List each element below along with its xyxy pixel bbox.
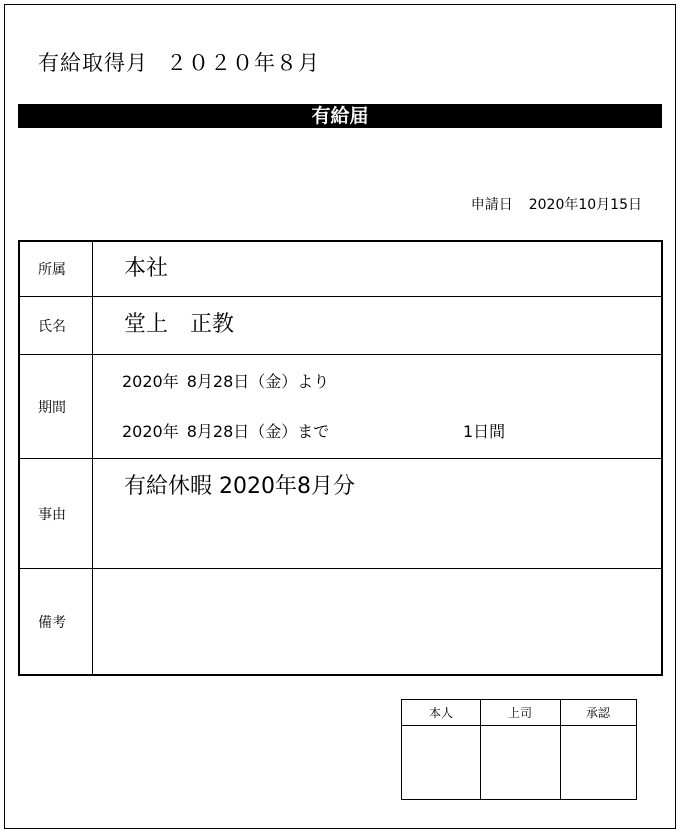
stamp-header-supervisor: 上司	[480, 700, 560, 726]
leave-month-label: 有給取得月	[38, 51, 148, 75]
row-remarks	[20, 569, 661, 674]
period-days: 1日間	[463, 422, 506, 441]
approval-stamp-table	[401, 699, 637, 800]
period-from-date: 8月28日（金）より	[186, 372, 330, 391]
period-label: 期間	[20, 355, 93, 458]
reason-label: 事由	[20, 459, 93, 568]
form-title: 有給届	[18, 104, 662, 128]
row-name	[20, 297, 661, 355]
leave-month-value: ２０２０年８月	[166, 51, 320, 75]
reason-value: 有給休暇 2020年8月分	[124, 474, 355, 499]
row-period	[20, 355, 661, 459]
stamp-header-self: 本人	[402, 700, 480, 726]
name-field[interactable]	[93, 297, 661, 354]
stamp-header-approval: 承認	[560, 700, 636, 726]
stamp-box-supervisor[interactable]	[480, 726, 560, 799]
leave-form-table	[18, 240, 663, 676]
application-date-value: 2020年10月15日	[528, 197, 642, 213]
name-value: 堂上 正教	[124, 312, 235, 337]
period-to-year: 2020年	[122, 422, 179, 441]
stamp-divider	[480, 700, 481, 799]
remarks-label: 備考	[20, 569, 93, 674]
remarks-field[interactable]	[93, 569, 661, 674]
affiliation-field[interactable]	[93, 242, 661, 296]
period-to	[122, 421, 329, 443]
leave-month-line	[38, 50, 320, 76]
name-label: 氏名	[20, 297, 93, 354]
stamp-box-self[interactable]	[402, 726, 480, 799]
stamp-box-approval[interactable]	[560, 726, 636, 799]
reason-field[interactable]	[93, 459, 661, 568]
stamp-divider	[560, 700, 561, 799]
period-to-date: 8月28日（金）まで	[186, 422, 330, 441]
affiliation-value: 本社	[124, 256, 169, 281]
period-from	[122, 371, 329, 393]
row-affiliation	[20, 242, 661, 297]
row-reason	[20, 459, 661, 569]
period-field[interactable]	[93, 355, 661, 458]
affiliation-label: 所属	[20, 242, 93, 296]
application-date-line	[471, 196, 642, 214]
application-date-label: 申請日	[470, 197, 513, 213]
period-from-year: 2020年	[122, 372, 179, 391]
